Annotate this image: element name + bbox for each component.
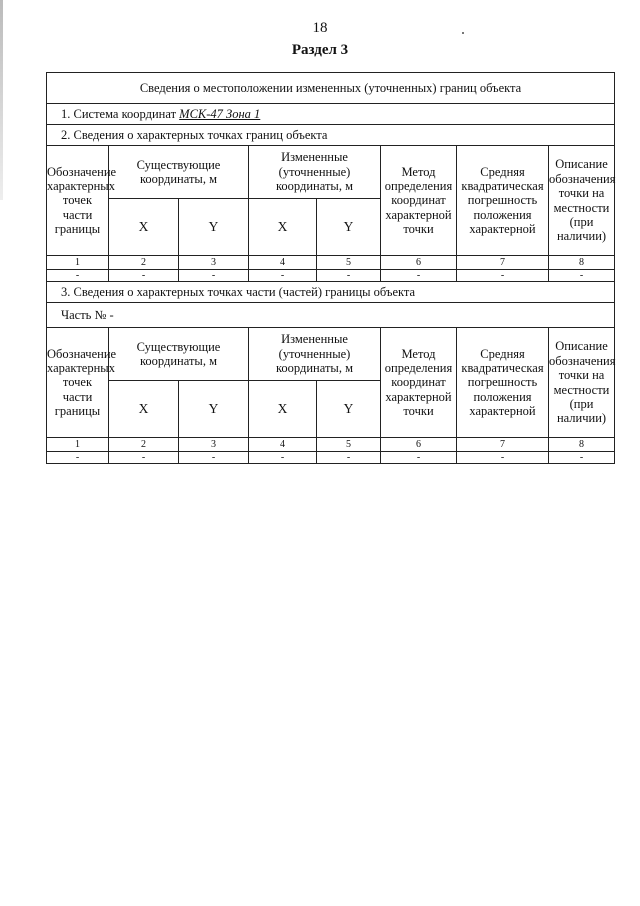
header-designation: Обозначение характерных точек части границы xyxy=(47,328,109,438)
part-label-row xyxy=(47,303,615,328)
empty-cell: - xyxy=(179,452,249,464)
column-number: 5 xyxy=(317,256,381,270)
boundary-table xyxy=(46,72,615,464)
column-numbers-row xyxy=(47,256,615,270)
column-number: 8 xyxy=(549,438,615,452)
empty-cell: - xyxy=(179,270,249,282)
header-error: Средняя квадратическая погрешность положения характерной xyxy=(457,328,549,438)
header-existing: Существующие координаты, м xyxy=(109,146,249,199)
coordinate-system-cell xyxy=(47,104,615,125)
empty-cell: - xyxy=(457,270,549,282)
column-number: 3 xyxy=(179,438,249,452)
header-existing-x: X xyxy=(109,381,179,438)
part-label: Часть № - xyxy=(47,303,615,328)
section-title: Раздел 3 xyxy=(291,42,349,58)
column-number: 2 xyxy=(109,438,179,452)
table-row xyxy=(47,270,615,282)
header-method: Метод определения координат характерной точки xyxy=(381,328,457,438)
empty-cell: - xyxy=(109,452,179,464)
empty-cell: - xyxy=(381,452,457,464)
header-error: Средняя квадратическая погрешность положения характерной xyxy=(457,146,549,256)
empty-cell: - xyxy=(249,270,317,282)
column-number: 1 xyxy=(47,256,109,270)
empty-cell: - xyxy=(549,270,615,282)
column-numbers-row xyxy=(47,438,615,452)
header-existing-y: Y xyxy=(179,199,249,256)
header-changed: Измененные (уточненные) координаты, м xyxy=(249,146,381,199)
header-row-1 xyxy=(47,146,615,199)
header-changed: Измененные (уточненные) координаты, м xyxy=(249,328,381,381)
header-method: Метод определения координат характерной точки xyxy=(381,146,457,256)
banner-row xyxy=(47,73,615,104)
empty-cell: - xyxy=(249,452,317,464)
coordinate-system-row xyxy=(47,104,615,125)
points-title-row xyxy=(47,125,615,146)
coordinate-system-value: МСК-47 Зона 1 xyxy=(179,106,261,121)
part-points-title-row xyxy=(47,282,615,303)
column-number: 6 xyxy=(381,256,457,270)
table-banner: Сведения о местоположении измененных (уточненных) границ объекта xyxy=(47,73,615,104)
empty-cell: - xyxy=(317,452,381,464)
header-existing: Существующие координаты, м xyxy=(109,328,249,381)
page-number: 18 xyxy=(312,20,328,36)
header-existing-x: X xyxy=(109,199,179,256)
column-number: 1 xyxy=(47,438,109,452)
header-row-1 xyxy=(47,328,615,381)
header-changed-x: X xyxy=(249,381,317,438)
empty-cell: - xyxy=(381,270,457,282)
column-number: 6 xyxy=(381,438,457,452)
empty-cell: - xyxy=(47,270,109,282)
header-changed-y: Y xyxy=(317,381,381,438)
empty-cell: - xyxy=(109,270,179,282)
column-number: 3 xyxy=(179,256,249,270)
header-designation: Обозначение характерных точек части границы xyxy=(47,146,109,256)
column-number: 4 xyxy=(249,438,317,452)
header-existing-y: Y xyxy=(179,381,249,438)
header-changed-x: X xyxy=(249,199,317,256)
part-points-title: 3. Сведения о характерных точках части (частей) границы объекта xyxy=(47,282,615,303)
column-number: 2 xyxy=(109,256,179,270)
column-number: 7 xyxy=(457,438,549,452)
empty-cell: - xyxy=(317,270,381,282)
points-title: 2. Сведения о характерных точках границ объекта xyxy=(47,125,615,146)
column-number: 8 xyxy=(549,256,615,270)
table-row xyxy=(47,452,615,464)
column-number: 7 xyxy=(457,256,549,270)
column-number: 4 xyxy=(249,256,317,270)
header-description: Описание обозначения точки на местности (при наличии) xyxy=(549,146,615,256)
column-number: 5 xyxy=(317,438,381,452)
empty-cell: - xyxy=(457,452,549,464)
coordinate-system-label: 1. Система координат xyxy=(61,106,180,121)
empty-cell: - xyxy=(549,452,615,464)
header-changed-y: Y xyxy=(317,199,381,256)
header-description: Описание обозначения точки на местности (при наличии) xyxy=(549,328,615,438)
empty-cell: - xyxy=(47,452,109,464)
